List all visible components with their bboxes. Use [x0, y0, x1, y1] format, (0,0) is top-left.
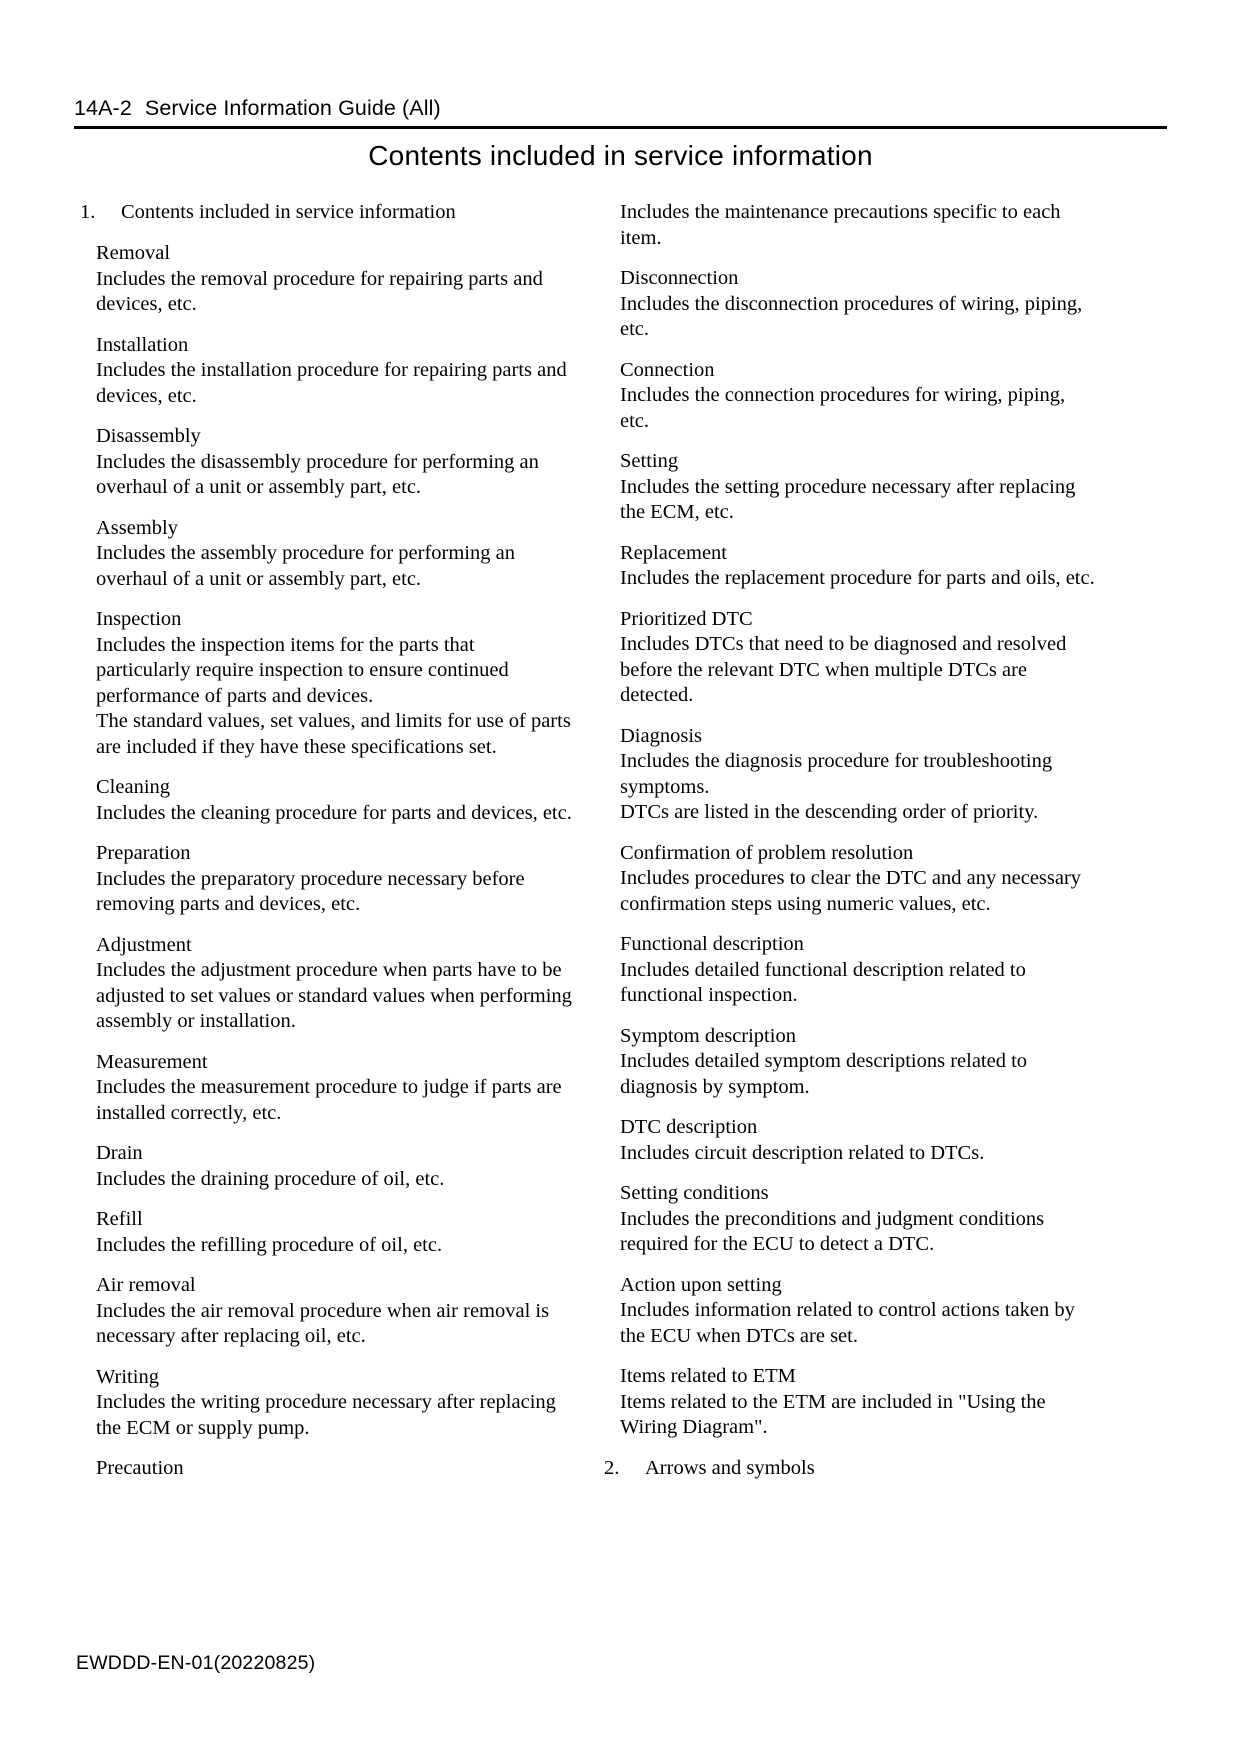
- entry-description-line: overhaul of a unit or assembly part, etc.: [96, 476, 422, 498]
- entry-term: Functional description: [620, 933, 804, 955]
- entry-description-line: Includes the preconditions and judgment conditions: [620, 1207, 1045, 1230]
- page-footer: EWDDD-EN-01(20220825): [76, 1652, 316, 1674]
- entry-description-line: Includes the diagnosis procedure for troubleshooting: [620, 750, 1053, 772]
- content-entry: [74, 516, 544, 593]
- entry-term: Disassembly: [96, 425, 201, 447]
- content-entry: [74, 1365, 556, 1442]
- entry-description: [96, 450, 544, 501]
- content-entry: [598, 358, 1066, 435]
- entry-description-line: performance of parts and devices.: [96, 684, 374, 707]
- entry-description: [96, 1390, 556, 1441]
- entry-description-line: necessary after replacing oil, etc.: [96, 1325, 366, 1347]
- entry-description-line: Includes the draining procedure of oil, etc.: [96, 1167, 445, 1190]
- entry-description-line: etc.: [620, 409, 650, 432]
- entry-description-line: Items related to the ETM are included in "Using the: [620, 1390, 1046, 1413]
- content-entry: [74, 933, 572, 1035]
- entry-description: [620, 632, 1067, 709]
- page-header: [74, 96, 1167, 129]
- content-entry: [598, 841, 1082, 918]
- content-entry: [74, 607, 571, 760]
- entry-description: [96, 1075, 562, 1126]
- content-entry: [598, 449, 1076, 526]
- entry-description-line: installed correctly, etc.: [96, 1101, 282, 1124]
- entry-term: Preparation: [96, 842, 191, 864]
- entry-description: [96, 1233, 544, 1259]
- page-title: Contents included in service information: [368, 140, 873, 171]
- entry-description-line: Includes the removal procedure for repairing parts and: [96, 267, 543, 290]
- continued-paragraph: [598, 200, 1061, 251]
- entry-description-line: Includes the setting procedure necessary after replacing: [620, 475, 1076, 498]
- entry-description-line: Includes the air removal procedure when air removal is: [96, 1299, 550, 1322]
- entry-term: Prioritized DTC: [620, 607, 753, 630]
- entry-term: Confirmation of problem resolution: [620, 841, 914, 864]
- entry-term: Precaution: [96, 1457, 184, 1479]
- entry-description-line: Includes the replacement procedure for parts and oils, etc.: [620, 567, 1095, 589]
- entry-description: [96, 633, 571, 761]
- entry-description: [620, 566, 1095, 592]
- entry-description-line: are included if they have these specifications set.: [96, 735, 497, 758]
- entry-description-line: Includes procedures to clear the DTC and any necessary: [620, 867, 1082, 889]
- content-entry: [74, 841, 544, 918]
- entry-term: Setting: [620, 450, 679, 472]
- content-entry: [74, 241, 544, 318]
- content-entry: [598, 1273, 1075, 1350]
- header-section-title: Service Information Guide (All): [144, 96, 441, 120]
- entry-description-line: Includes the installation procedure for repairing parts and: [96, 359, 567, 381]
- entry-description: [96, 1167, 544, 1193]
- content-entry: [74, 775, 572, 826]
- content-entry: [598, 1364, 1058, 1441]
- left-column: [74, 200, 572, 1497]
- entry-description-line: adjusted to set values or standard values when performing: [96, 984, 572, 1007]
- entry-description: [96, 801, 572, 827]
- entry-description: [620, 1298, 1075, 1349]
- entry-description-line: detected.: [620, 684, 694, 706]
- entry-description: [620, 1049, 1058, 1100]
- entry-description-line: Includes the adjustment procedure when parts have to be: [96, 959, 562, 981]
- body-columns: [0, 200, 1241, 1479]
- entry-description: [620, 958, 1058, 1009]
- content-entry: [598, 607, 1067, 709]
- entry-term: Measurement: [96, 1050, 208, 1073]
- right-column: [598, 200, 1095, 1497]
- entry-description-line: Includes detailed functional description related to: [620, 958, 1026, 981]
- entry-term: Action upon setting: [620, 1273, 782, 1296]
- entry-term: Items related to ETM: [620, 1365, 796, 1387]
- content-entry: [74, 424, 544, 501]
- content-entry: [598, 724, 1058, 826]
- entry-description-line: Includes information related to control actions taken by: [620, 1299, 1075, 1321]
- entry-description-line: devices, etc.: [96, 384, 197, 407]
- header-text: [74, 96, 1167, 126]
- content-entry: [74, 1456, 544, 1482]
- left-entry-list: [74, 241, 572, 1482]
- entry-description: [96, 1299, 550, 1350]
- entry-description-line: the ECM or supply pump.: [96, 1416, 310, 1439]
- continued-paragraph-line: Includes the maintenance precautions specific to each: [620, 201, 1061, 223]
- entry-description-line: removing parts and devices, etc.: [96, 893, 361, 915]
- entry-term: Assembly: [96, 516, 178, 539]
- numbered-heading-1-number: 1.: [80, 201, 96, 223]
- entry-description-line: Wiring Diagram".: [620, 1416, 768, 1438]
- entry-term: Diagnosis: [620, 724, 702, 747]
- entry-description-line: Includes the inspection items for the parts that: [96, 633, 475, 656]
- entry-description-line: Includes the assembly procedure for performing an: [96, 542, 515, 564]
- entry-description-line: diagnosis by symptom.: [620, 1075, 810, 1098]
- content-entry: [598, 1024, 1058, 1101]
- entry-description: [620, 292, 1083, 343]
- content-entry: [598, 1115, 1058, 1166]
- entry-description-line: Includes detailed symptom descriptions related to: [620, 1050, 1028, 1072]
- entry-description-line: before the relevant DTC when multiple DTCs are: [620, 658, 1028, 681]
- entry-description: [96, 358, 567, 409]
- entry-term: Connection: [620, 358, 715, 381]
- entry-term: Adjustment: [96, 933, 192, 956]
- content-entry: [74, 1050, 562, 1127]
- entry-term: Cleaning: [96, 776, 171, 798]
- entry-description-line: devices, etc.: [96, 293, 197, 315]
- content-entry: [598, 932, 1058, 1009]
- content-entry: [74, 1141, 544, 1192]
- header-page-number: 14A-2: [74, 96, 132, 120]
- numbered-heading-2-number: 2.: [604, 1456, 620, 1479]
- content-entry: [74, 1273, 550, 1350]
- entry-description-line: DTCs are listed in the descending order of priority.: [620, 801, 1039, 823]
- entry-description-line: Includes the preparatory procedure necessary before: [96, 867, 525, 890]
- entry-description-line: Includes circuit description related to DTCs.: [620, 1141, 985, 1164]
- content-entry: [598, 541, 1095, 592]
- entry-description: [620, 1207, 1058, 1258]
- continued-paragraph-line: item.: [620, 226, 662, 249]
- entry-description: [96, 267, 544, 318]
- entry-description: [96, 867, 544, 918]
- entry-description-line: symptoms.: [620, 775, 710, 798]
- entry-description: [96, 958, 572, 1035]
- entry-description-line: the ECU when DTCs are set.: [620, 1324, 858, 1347]
- entry-description: [620, 1390, 1058, 1441]
- entry-term: Replacement: [620, 541, 728, 564]
- entry-description-line: required for the ECU to detect a DTC.: [620, 1233, 935, 1255]
- entry-description: [620, 383, 1066, 434]
- entry-description-line: Includes DTCs that need to be diagnosed and resolved: [620, 633, 1067, 655]
- entry-description-line: assembly or installation.: [96, 1010, 296, 1032]
- entry-description: [620, 1141, 1058, 1167]
- entry-description-line: the ECM, etc.: [620, 501, 734, 523]
- numbered-heading-1-text: Contents included in service information: [121, 201, 456, 223]
- numbered-heading-2-text: Arrows and symbols: [645, 1456, 815, 1479]
- content-entry: [598, 266, 1083, 343]
- entry-description-line: Includes the refilling procedure of oil, etc.: [96, 1233, 443, 1256]
- entry-description-line: etc.: [620, 318, 650, 340]
- entry-description-line: Includes the cleaning procedure for parts and devices, etc.: [96, 801, 572, 824]
- entry-description-line: Includes the disassembly procedure for performing an: [96, 450, 539, 473]
- entry-description-line: confirmation steps using numeric values, etc.: [620, 892, 991, 915]
- header-divider: [74, 126, 1167, 129]
- entry-description-line: particularly require inspection to ensure continued: [96, 659, 509, 681]
- entry-description: [620, 475, 1076, 526]
- entry-description: [620, 749, 1058, 826]
- entry-term: Disconnection: [620, 267, 739, 289]
- entry-description-line: Includes the measurement procedure to judge if parts are: [96, 1076, 562, 1098]
- entry-term: Removal: [96, 242, 171, 264]
- content-entry: [598, 1181, 1058, 1258]
- entry-description: [620, 866, 1082, 917]
- entry-term: Refill: [96, 1208, 143, 1230]
- entry-description-line: overhaul of a unit or assembly part, etc.: [96, 567, 422, 590]
- entry-description-line: Includes the connection procedures for wiring, piping,: [620, 384, 1066, 406]
- content-entry: [74, 333, 567, 410]
- numbered-heading-1: [74, 200, 544, 225]
- entry-term: DTC description: [620, 1116, 758, 1138]
- numbered-heading-2: [598, 1456, 1058, 1481]
- entry-term: Symptom description: [620, 1024, 796, 1047]
- entry-description-line: Includes the disconnection procedures of wiring, piping,: [620, 292, 1083, 315]
- entry-term: Installation: [96, 333, 189, 356]
- entry-description-line: Includes the writing procedure necessary after replacing: [96, 1391, 556, 1413]
- entry-term: Drain: [96, 1142, 143, 1164]
- right-entry-list: [598, 266, 1095, 1441]
- entry-description: [96, 541, 544, 592]
- entry-description-line: functional inspection.: [620, 984, 798, 1006]
- entry-description-line: The standard values, set values, and limits for use of parts: [96, 710, 571, 732]
- entry-term: Inspection: [96, 608, 182, 630]
- entry-term: Writing: [96, 1365, 159, 1388]
- entry-term: Setting conditions: [620, 1182, 769, 1204]
- content-entry: [74, 1207, 544, 1258]
- entry-term: Air removal: [96, 1274, 196, 1296]
